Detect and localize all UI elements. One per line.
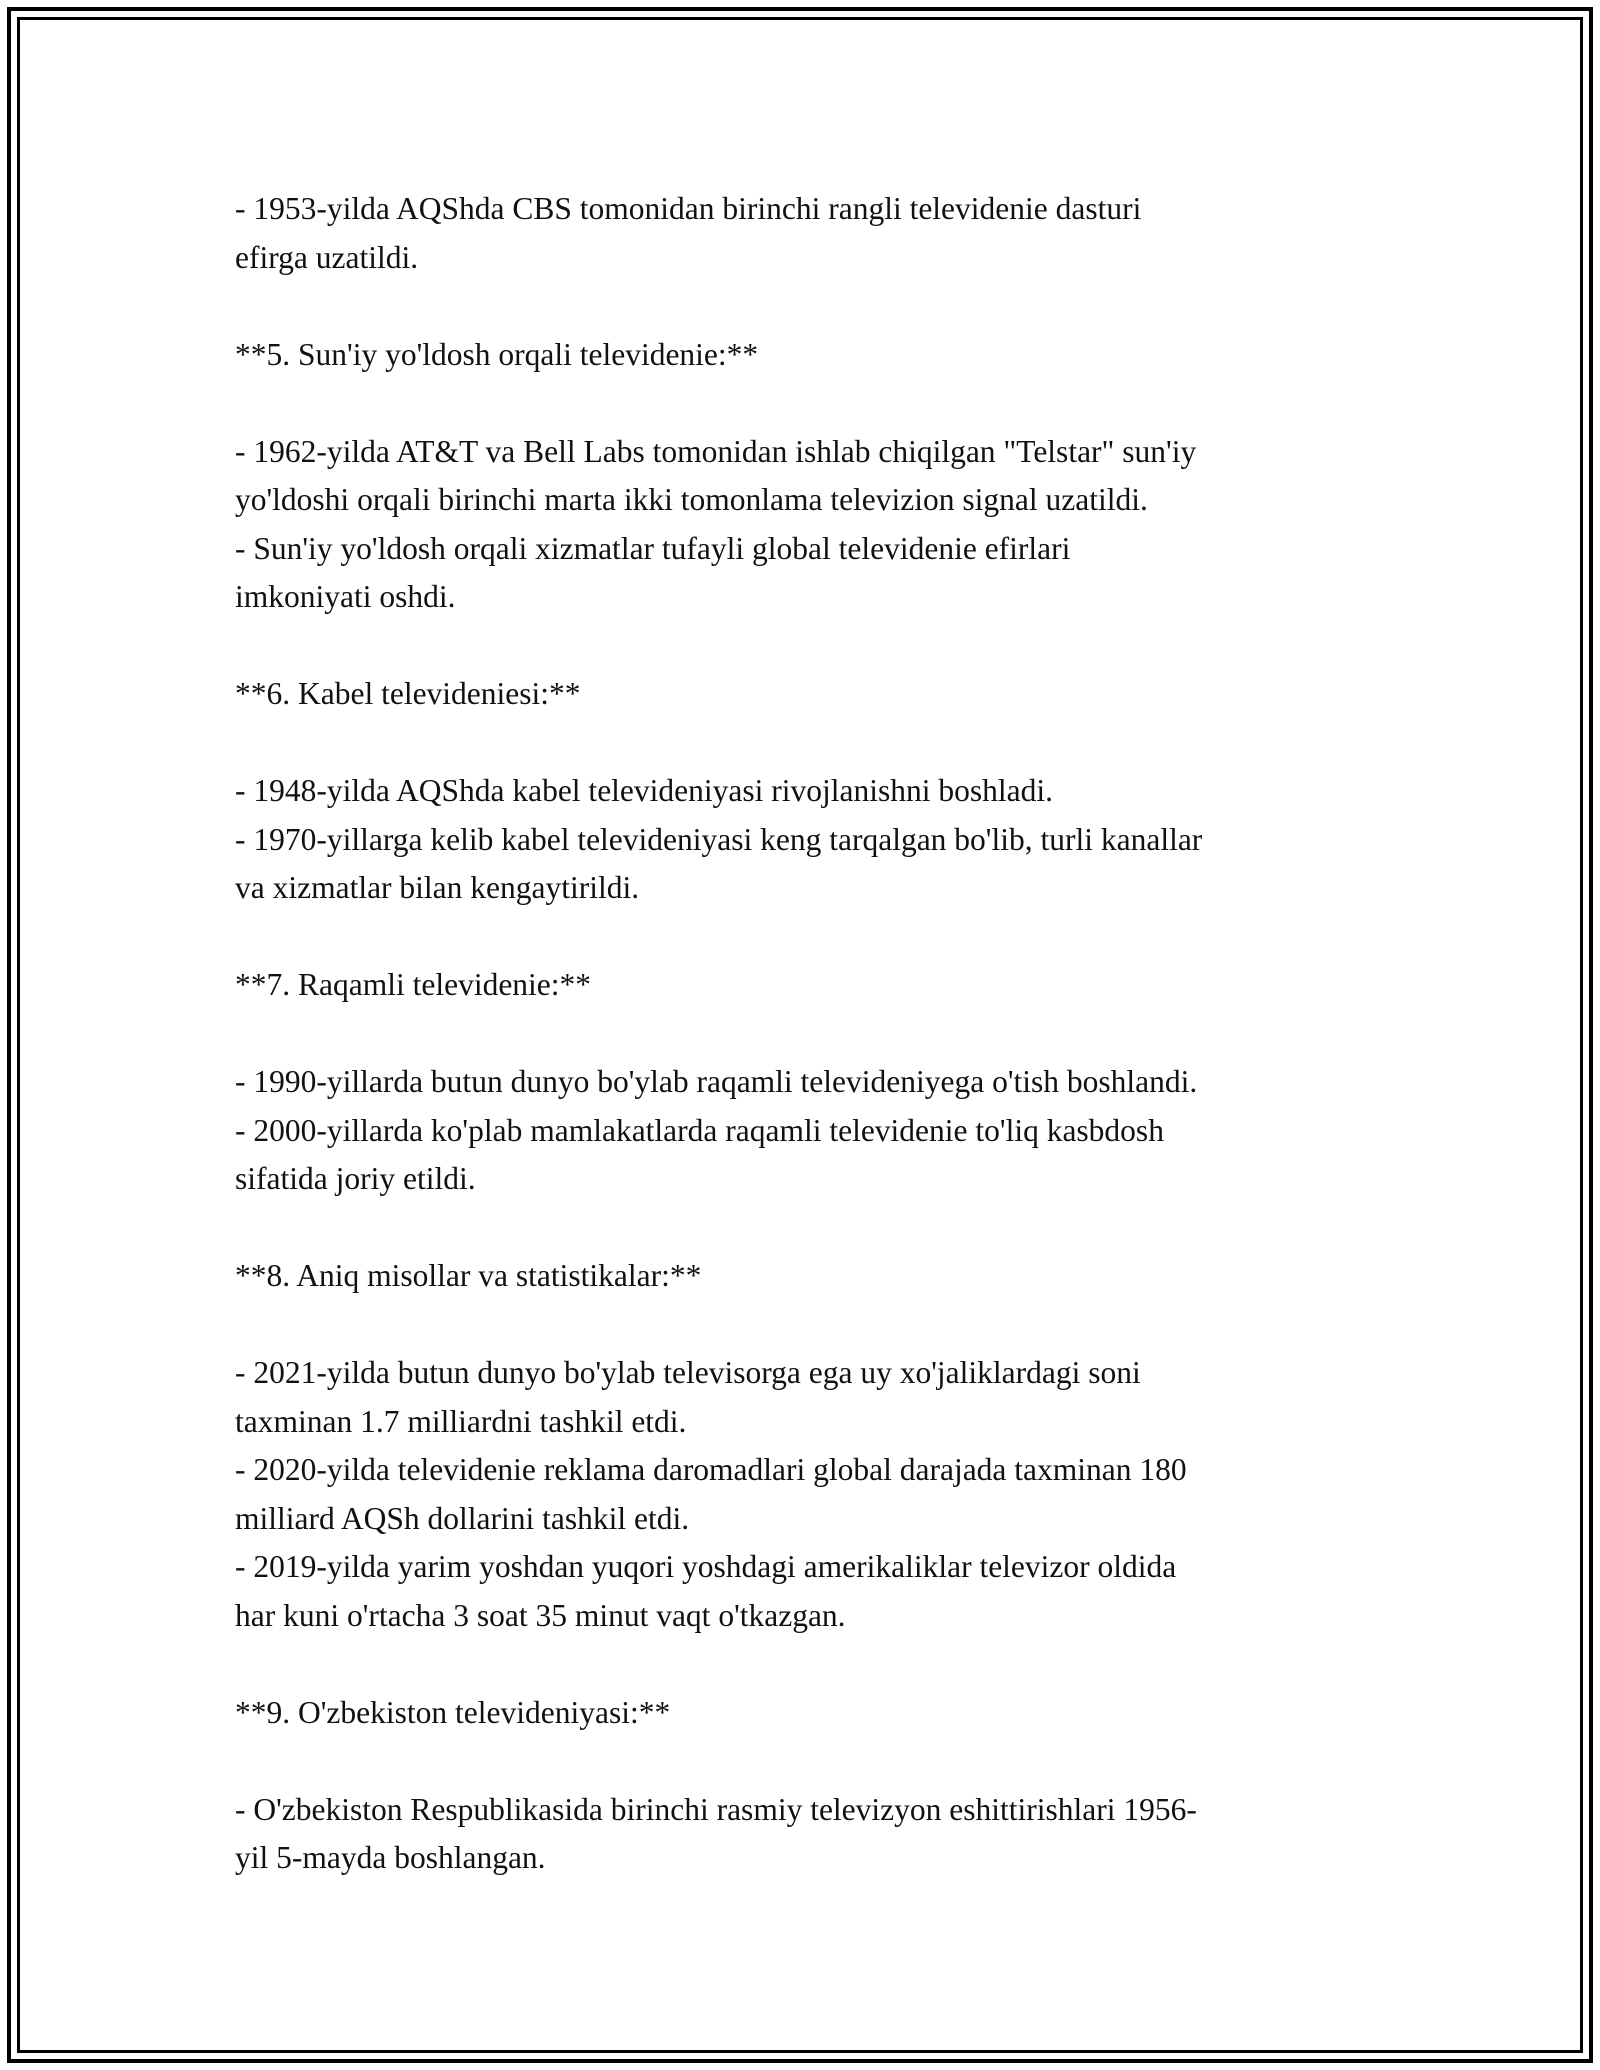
- text-line: - Sun'iy yo'ldosh orqali xizmatlar tufayli global televidenie efirlari: [235, 530, 1071, 566]
- text-line: - 2021-yilda butun dunyo bo'ylab televisorga ega uy xo'jaliklardagi soni: [235, 1355, 1141, 1390]
- paragraph-gap: [235, 379, 1375, 428]
- text-line: - 1948-yilda AQShda kabel televideniyasi rivojlanishni boshladi.: [235, 773, 1053, 808]
- document-body: [235, 185, 1375, 1883]
- section-satellite-tv: [235, 331, 1375, 622]
- paragraph-gap: [235, 1640, 1375, 1689]
- section-digital-tv: [235, 961, 1375, 1204]
- section-heading: **7. Raqamli televidenie:**: [235, 967, 592, 1002]
- section-heading: **5. Sun'iy yo'ldosh orqali televidenie:**: [235, 336, 759, 372]
- text-line: efirga uzatildi.: [235, 239, 419, 275]
- section-uzbekistan-tv: [235, 1689, 1375, 1883]
- text-line: yo'ldoshi orqali birinchi marta ikki tomonlama televizion signal uzatildi.: [235, 482, 1148, 517]
- paragraph-gap: [235, 719, 1375, 768]
- text-line: imkoniyati oshdi.: [235, 579, 456, 614]
- section-statistics: [235, 1252, 1375, 1640]
- text-line: - 1990-yillarda butun dunyo bo'ylab raqamli televideniyega o'tish boshlandi.: [235, 1064, 1198, 1099]
- paragraph-gap: [235, 622, 1375, 671]
- text-line: - 2000-yillarda ko'plab mamlakatlarda raqamli televidenie to'liq kasbdosh: [235, 1112, 1164, 1148]
- text-line: - 1962-yilda AT&T va Bell Labs tomonidan ishlab chiqilgan "Telstar" sun'iy: [235, 433, 1197, 469]
- paragraph-gap: [235, 1737, 1375, 1786]
- paragraph-gap: [235, 1010, 1375, 1059]
- text-line: sifatida joriy etildi.: [235, 1161, 476, 1196]
- paragraph-gap: [235, 1301, 1375, 1350]
- text-line: yil 5-mayda boshlangan.: [235, 1840, 546, 1875]
- section-heading: **8. Aniq misollar va statistikalar:**: [235, 1258, 702, 1293]
- text-line: - 2020-yilda televidenie reklama daromadlari global darajada taxminan 180: [235, 1452, 1187, 1487]
- text-line: - 1970-yillarga kelib kabel televideniyasi keng tarqalgan bo'lib, turli kanallar: [235, 821, 1203, 857]
- text-line: - O'zbekiston Respublikasida birinchi rasmiy televizyon eshittirishlari 1956-: [235, 1791, 1197, 1827]
- paragraph-gap: [235, 1204, 1375, 1253]
- text-line: har kuni o'rtacha 3 soat 35 minut vaqt o'tkazgan.: [235, 1597, 846, 1633]
- text-line: - 1953-yilda AQShda CBS tomonidan birinchi rangli televidenie dasturi: [235, 191, 1142, 226]
- section-cable-tv: [235, 670, 1375, 913]
- section-intro: [235, 185, 1375, 282]
- paragraph-gap: [235, 913, 1375, 962]
- section-heading: **9. O'zbekiston televideniyasi:**: [235, 1694, 671, 1730]
- text-line: milliard AQSh dollarini tashkil etdi.: [235, 1500, 690, 1536]
- text-line: taxminan 1.7 milliardni tashkil etdi.: [235, 1403, 687, 1439]
- text-line: - 2019-yilda yarim yoshdan yuqori yoshdagi amerikaliklar televizor oldida: [235, 1549, 1177, 1584]
- paragraph-gap: [235, 282, 1375, 331]
- section-heading: **6. Kabel televideniesi:**: [235, 676, 581, 711]
- text-line: va xizmatlar bilan kengaytirildi.: [235, 870, 640, 905]
